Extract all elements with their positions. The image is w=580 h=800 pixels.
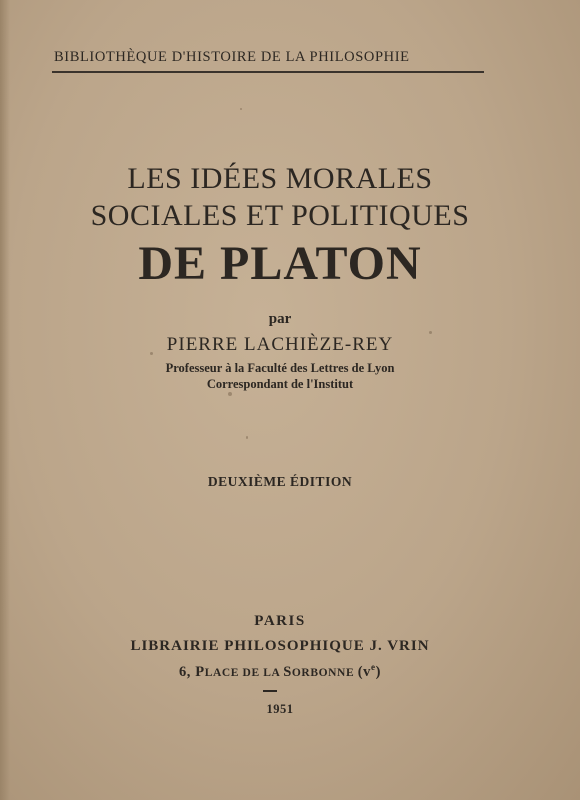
publisher-city: PARIS xyxy=(254,613,306,629)
edition-label: DEUXIÈME ÉDITION xyxy=(207,474,353,489)
paper-speck xyxy=(246,436,248,439)
paper-speck xyxy=(240,108,242,110)
title-line-3: DE PLATON xyxy=(138,237,422,290)
separator-dash xyxy=(263,690,277,692)
author-name: PIERRE LACHIÈZE-REY xyxy=(166,334,394,355)
by-label: par xyxy=(268,311,292,327)
publisher-name: LIBRAIRIE PHILOSOPHIQUE J. VRIN xyxy=(130,638,430,654)
series-rule xyxy=(52,71,484,73)
title-line-1: LES IDÉES MORALES xyxy=(127,162,433,195)
title-line-2: SOCIALES ET POLITIQUES xyxy=(90,199,470,232)
series-title: BIBLIOTHÈQUE D'HISTOIRE DE LA PHILOSOPHIE xyxy=(54,49,410,65)
publication-year: 1951 xyxy=(266,702,294,716)
paper-speck xyxy=(228,392,232,396)
author-affiliation-2: Correspondant de l'Institut xyxy=(206,377,354,391)
author-affiliation-1: Professeur à la Faculté des Lettres de Lyon xyxy=(165,361,395,375)
publisher-address: 6, PLACE DE LA SORBONNE $(v^e)$ xyxy=(178,662,382,680)
